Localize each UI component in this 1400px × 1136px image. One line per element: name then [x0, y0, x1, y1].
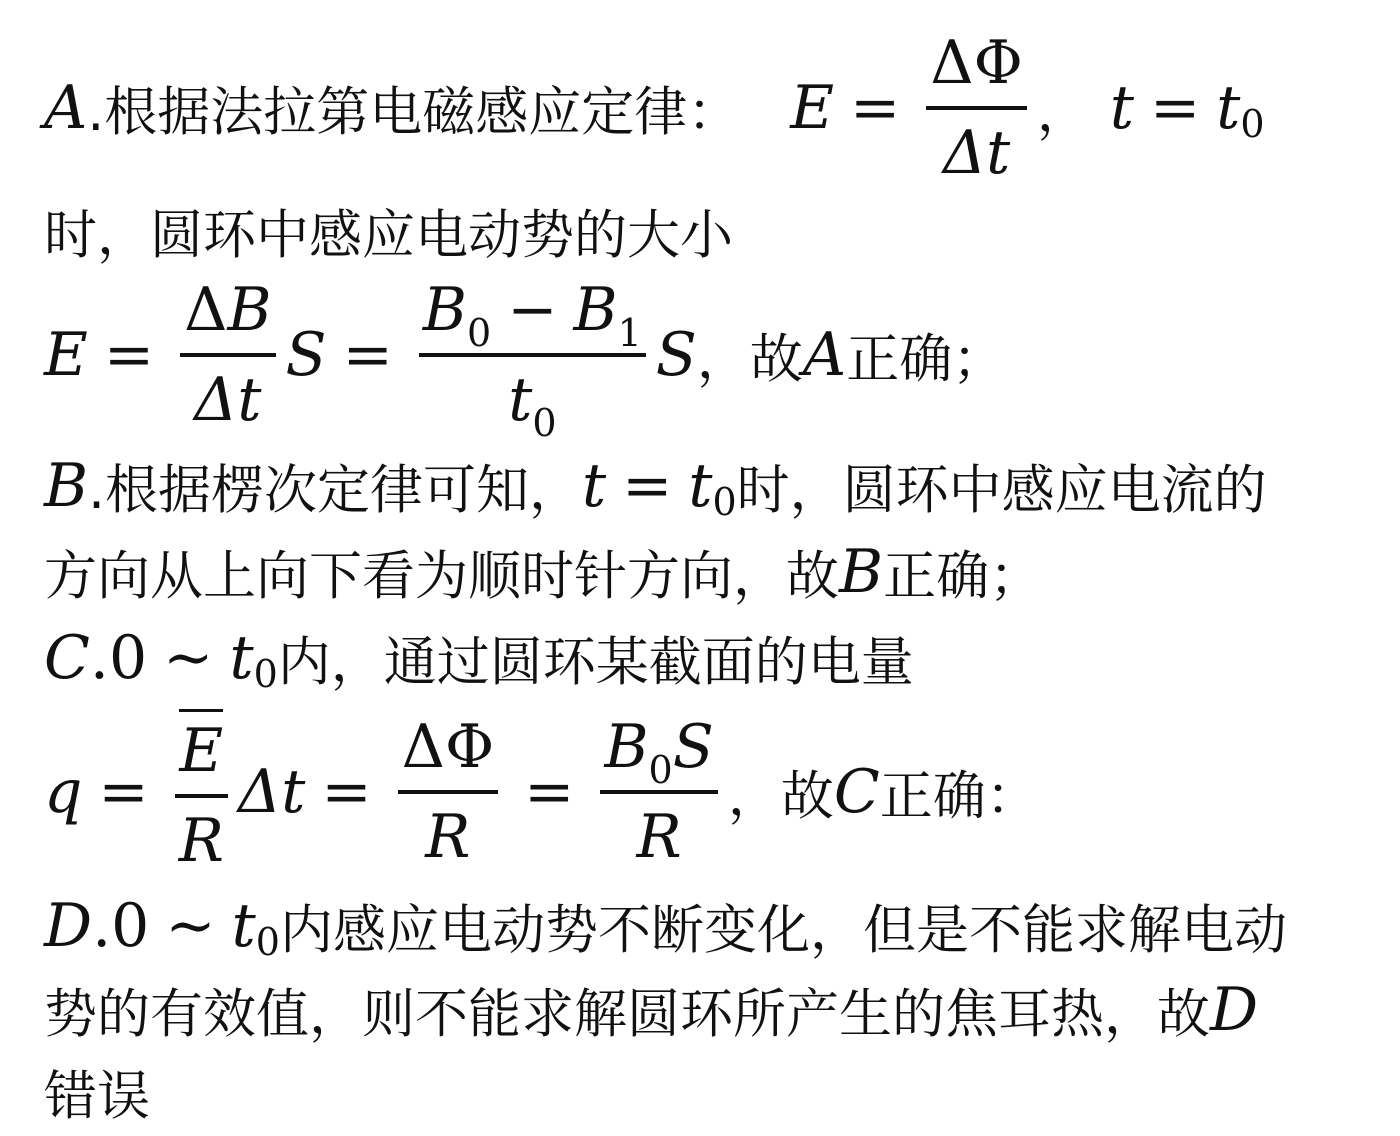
area-symbol: S — [655, 320, 697, 390]
flux-density-fraction — [180, 275, 275, 435]
equals-sign: = — [1149, 73, 1201, 143]
conclusion-label: B — [839, 537, 884, 607]
conclusion-text: ，故 — [727, 766, 834, 827]
equals-sign: = — [524, 757, 575, 827]
option-d-line2 — [44, 972, 1258, 1048]
faraday-fraction — [926, 28, 1027, 188]
time-t0: t — [231, 891, 256, 961]
fraction-denominator: R — [178, 805, 224, 876]
fraction-denominator: Δt — [194, 365, 262, 435]
tilde-sign: ∼ — [165, 891, 216, 961]
equals-sign: = — [850, 73, 901, 143]
option-a-line3 — [44, 272, 1006, 445]
subscript-zero: 0 — [1240, 102, 1265, 146]
option-b-line1 — [44, 448, 1267, 524]
time-t0: t — [1216, 73, 1241, 143]
time-symbol: t — [581, 451, 607, 521]
area-symbol: S — [285, 320, 327, 390]
fraction-bar — [180, 353, 275, 357]
option-d-text-line3: 错误 — [44, 1066, 150, 1127]
conclusion-result: 正确： — [879, 766, 1039, 827]
fraction-bar — [398, 790, 499, 794]
charge-symbol: q — [44, 757, 83, 827]
time-symbol: t — [1109, 73, 1134, 143]
equals-sign: = — [622, 451, 673, 521]
fraction-denominator: R — [425, 802, 471, 872]
conclusion-result: 正确； — [883, 546, 1043, 607]
option-a-text: .根据法拉第电磁感应定律： — [87, 82, 741, 143]
option-a-line1 — [44, 28, 1265, 188]
conclusion-text: ，故 — [696, 329, 803, 390]
emf-symbol: E — [44, 320, 88, 390]
fraction-numerator: Δ B — [184, 275, 272, 345]
conclusion-label: D — [1210, 975, 1259, 1045]
option-c-text2: 内，通过圆环某截面的电量 — [277, 632, 914, 693]
option-b-text2: 时，圆环中感应电流的 — [736, 460, 1267, 521]
equals-sign: = — [342, 320, 393, 390]
fraction-denominator: t 0 — [508, 365, 557, 445]
fraction-numerator: ΔΦ — [401, 712, 495, 782]
option-b-text: .根据楞次定律可知， — [88, 460, 582, 521]
option-b-label: B — [44, 451, 89, 521]
time-t0: t — [688, 451, 713, 521]
option-c-start: .0 — [89, 623, 148, 693]
option-c-line1 — [44, 618, 914, 698]
fraction-bar — [926, 106, 1027, 110]
option-c-label: C — [44, 623, 90, 693]
option-a-text-line2: 时，圆环中感应电动势的大小 — [44, 205, 733, 266]
conclusion-label: C — [833, 757, 880, 827]
fraction-bar — [419, 353, 646, 357]
option-d-line1 — [44, 886, 1287, 966]
delta-t: Δt — [237, 757, 306, 827]
conclusion-result: 正确； — [846, 329, 1006, 390]
fraction-denominator: Δt — [942, 118, 1011, 188]
option-d-text2: 内感应电动势不断变化，但是不能求解电动 — [279, 900, 1287, 961]
equals-sign: = — [321, 757, 372, 827]
fraction-denominator: R — [636, 802, 682, 872]
conclusion-label: A — [802, 320, 847, 390]
charge-result-fraction — [600, 712, 717, 872]
fraction-numerator: B 0 − B 1 — [422, 275, 642, 355]
mean-emf-fraction — [175, 709, 228, 876]
subscript-zero: 0 — [712, 480, 737, 524]
option-c-line2 — [44, 704, 1039, 880]
flux-resistance-fraction — [398, 712, 499, 872]
equals-sign: = — [103, 320, 155, 390]
fraction-numerator: E — [175, 709, 227, 786]
option-d-line3 — [44, 1056, 150, 1128]
equals-sign: = — [98, 757, 149, 827]
tilde-sign: ∼ — [163, 623, 214, 693]
option-d-start: .0 — [92, 891, 150, 961]
field-change-fraction — [419, 275, 646, 445]
time-t0: t — [229, 623, 254, 693]
emf-symbol: E — [790, 73, 835, 143]
option-a-line2 — [44, 196, 733, 266]
subscript-zero: 0 — [255, 920, 280, 964]
comma: ， — [1036, 82, 1090, 143]
fraction-numerator: ΔΦ — [930, 28, 1023, 98]
fraction-bar — [175, 794, 228, 798]
option-b-line2 — [44, 534, 1042, 610]
option-d-text-line2: 势的有效值，则不能求解圆环所产生的焦耳热，故 — [44, 984, 1210, 1045]
option-d-label: D — [44, 891, 93, 961]
subscript-zero: 0 — [253, 652, 278, 696]
option-b-text-line2: 方向从上向下看为顺时针方向，故 — [44, 546, 839, 607]
option-a-label: A — [44, 73, 88, 143]
fraction-numerator: B 0 S — [604, 712, 714, 792]
